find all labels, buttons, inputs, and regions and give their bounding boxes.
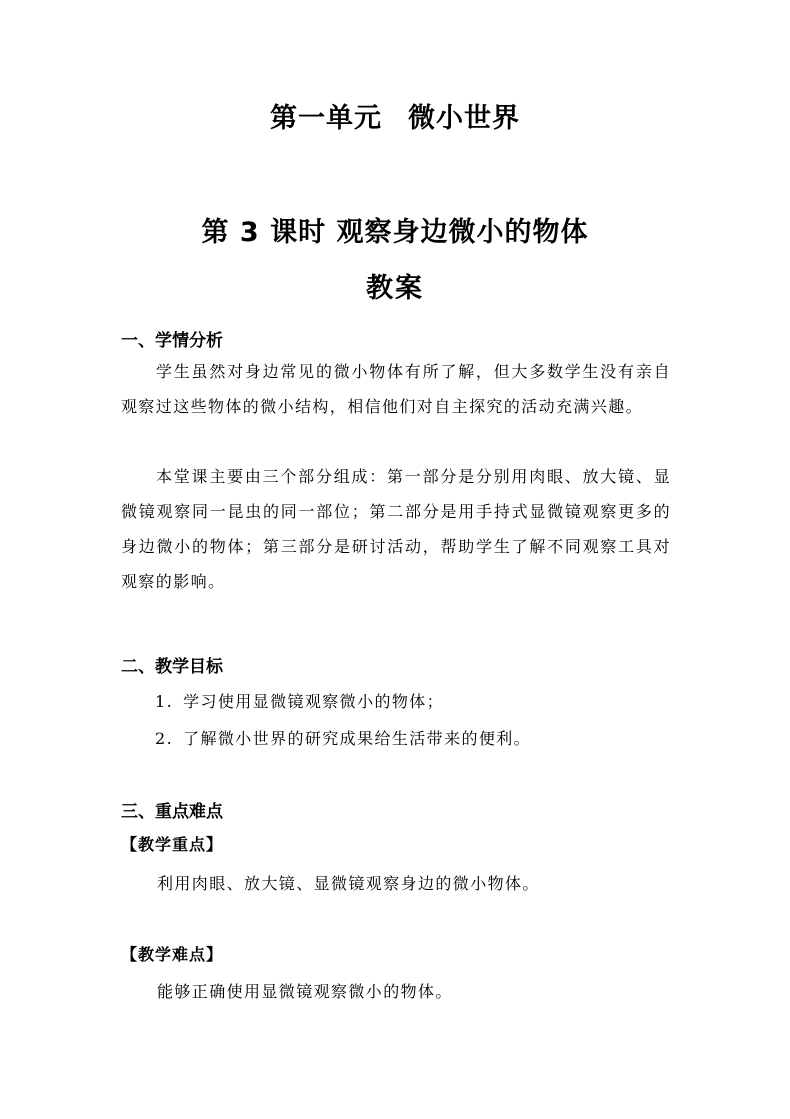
unit-name: 微小世界: [408, 103, 520, 134]
objective-item: [155, 689, 444, 712]
teaching-difficulty-label: 【教学难点】: [121, 945, 224, 964]
analysis-paragraph-1: 学生虽然对身边常见的微小物体有所了解，但大多数学生没有亲自观察过这些物体的微小结构，相信他们对自主探究的活动充满兴趣。: [121, 362, 671, 416]
lesson-title: 第 3 课时 观察身边微小的物体: [201, 217, 589, 248]
objective-text: 学习使用显微镜观察微小的物体；: [183, 692, 445, 711]
teaching-difficulty-text: 能够正确使用显微镜观察微小的物体。: [157, 982, 453, 1001]
section-heading-analysis: 一、学情分析: [121, 331, 223, 351]
objective-number: 1.: [155, 692, 174, 711]
teaching-focus-text: 利用肉眼、放大镜、显微镜观察身边的微小物体。: [157, 874, 540, 893]
objective-item: [155, 726, 531, 749]
unit-title: [0, 96, 790, 135]
unit-number: 第一单元: [270, 103, 382, 134]
analysis-paragraph-2: 本堂课主要由三个部分组成：第一部分是分别用肉眼、放大镜、显微镜观察同一昆虫的同一部位；第二部分是用手持式显微镜观察更多的身边微小的物体；第三部分是研讨活动，帮助学生了解不同观察工具对观察的影响。: [121, 467, 671, 591]
section-heading-key-points: 三、重点难点: [121, 802, 223, 822]
teaching-focus-label: 【教学重点】: [121, 835, 224, 854]
document-type-title: 教案: [366, 273, 424, 304]
objective-text: 了解微小世界的研究成果给生活带来的便利。: [183, 729, 532, 748]
objective-number: 2.: [155, 729, 174, 748]
section-heading-objectives: 二、教学目标: [121, 657, 223, 677]
